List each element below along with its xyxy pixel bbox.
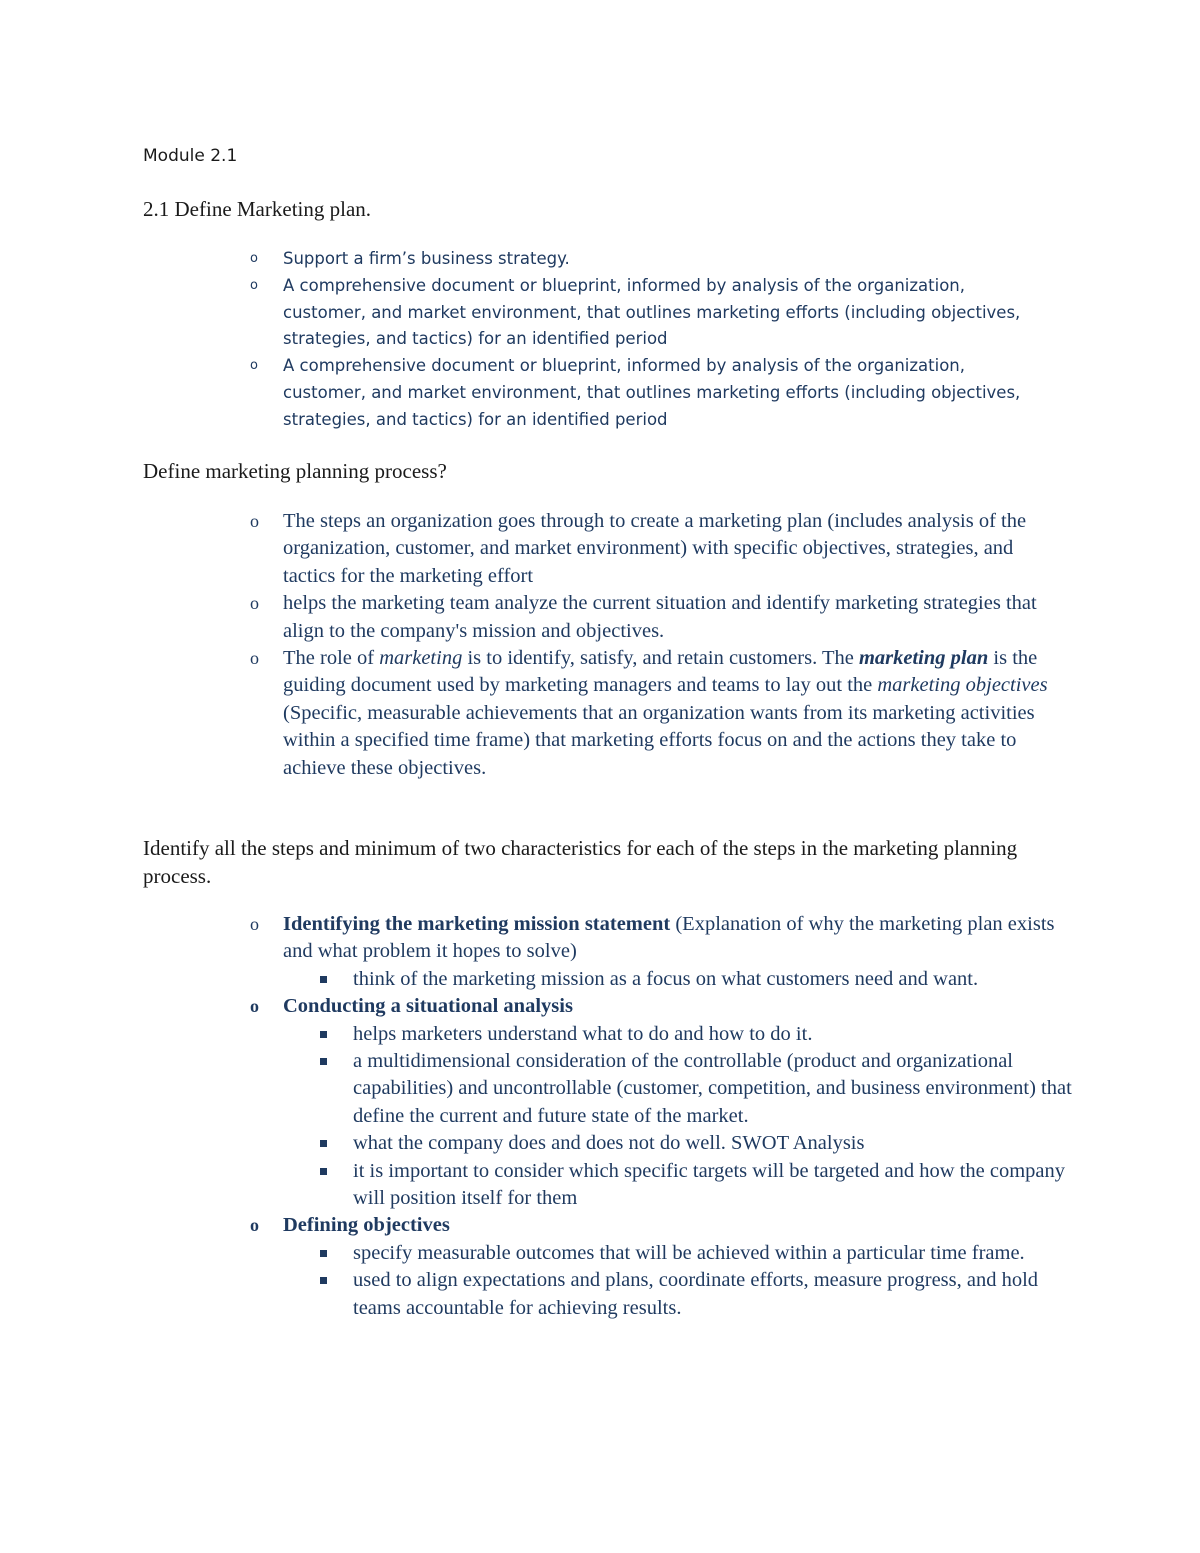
list-item-text: what the company does and does not do well. SWOT Analysis xyxy=(353,1132,865,1155)
hollow-bullet-icon: o xyxy=(250,593,259,614)
list-item-text: The steps an organization goes through to create a marketing plan (includes analysis of the organization, customer, and market environment) with specific objectives, strategies, and tactics for the marketing effort xyxy=(283,510,1027,587)
list-item xyxy=(250,246,1043,273)
hollow-bullet-icon: o xyxy=(250,648,259,669)
emphasis-marketing: marketing xyxy=(379,647,463,670)
steps-question: Identify all the steps and minimum of two characteristics for each of the steps in the marketing planning process. xyxy=(143,836,1018,888)
square-bullet-icon xyxy=(320,1031,327,1038)
list-item-text: helps the marketing team analyze the current situation and identify marketing strategies that align to the company's mission and objectives. xyxy=(283,592,1037,642)
list-item xyxy=(250,590,1063,645)
hollow-bullet-icon: o xyxy=(250,1215,259,1236)
step-description: (Explanation of why the marketing plan exists and what problem it hopes to solve) xyxy=(283,913,1055,963)
list-item xyxy=(353,1240,1073,1267)
step-item-mission-statement xyxy=(250,911,1073,993)
list-item xyxy=(250,645,1063,782)
list-item-text: A comprehensive document or blueprint, informed by analysis of the organization, customer, and market environment, that outlines marketing efforts (including objectives, strategies, and tactics) for an identified period xyxy=(283,275,1021,349)
hollow-bullet-icon: o xyxy=(250,511,259,531)
list-item-text: helps marketers understand what to do and how to do it. xyxy=(353,1022,813,1045)
list-item xyxy=(353,1021,1073,1048)
text-run: is the guiding document used by marketing managers and teams to lay out the xyxy=(283,647,1038,697)
square-bullet-icon xyxy=(320,1168,327,1175)
list-item xyxy=(353,966,1073,993)
hollow-bullet-icon: o xyxy=(250,996,259,1017)
hollow-bullet-icon: o xyxy=(250,251,258,266)
step-item-defining-objectives xyxy=(250,1212,1073,1322)
list-item-text: specify measurable outcomes that will be achieved within a particular time frame. xyxy=(353,1241,1025,1264)
list-item xyxy=(250,273,1043,353)
process-question: Define marketing planning process? xyxy=(143,459,447,483)
emphasis-marketing-plan: marketing plan xyxy=(858,647,989,670)
marketing-plan-definition-list xyxy=(250,246,1043,434)
square-bullet-icon xyxy=(320,1058,327,1065)
text-run: The role of xyxy=(283,647,380,670)
list-item-text: used to align expectations and plans, coordinate efforts, measure progress, and hold teams accountable for achieving results. xyxy=(353,1269,1039,1319)
list-item-text: it is important to consider which specific targets will be targeted and how the company will position itself for them xyxy=(353,1159,1066,1210)
step-title: Conducting a situational analysis xyxy=(283,995,573,1018)
list-item-text xyxy=(283,647,1048,779)
planning-steps-list xyxy=(250,911,1073,1322)
square-bullet-icon xyxy=(320,976,327,983)
list-item xyxy=(250,353,1043,433)
list-item xyxy=(353,1158,1073,1213)
list-item xyxy=(353,1130,1073,1157)
emphasis-marketing-objectives: marketing objectives xyxy=(877,674,1048,697)
text-run: (Specific, measurable achievements that an organization wants from its marketing activities within a specified time frame) that marketing efforts focus on and the actions they take to achieve these objectives. xyxy=(283,701,1035,779)
list-item-text: A comprehensive document or blueprint, informed by analysis of the organization, customer, and market environment, that outlines marketing efforts (including objectives, strategies, and tactics) for an identified period xyxy=(283,356,1021,429)
square-bullet-icon xyxy=(320,1140,327,1147)
step-characteristics-list xyxy=(283,966,1073,993)
square-bullet-icon xyxy=(320,1250,327,1257)
square-bullet-icon xyxy=(320,1277,327,1284)
planning-process-list xyxy=(250,508,1063,782)
hollow-bullet-icon: o xyxy=(250,277,258,293)
text-run: is to identify, satisfy, and retain customers. The xyxy=(462,647,859,670)
list-item-text: a multidimensional consideration of the controllable (product and organizational capabilities) and uncontrollable (customer, competition, and business environment) that define the current and future state of the market. xyxy=(353,1050,1072,1127)
hollow-bullet-icon: o xyxy=(250,358,258,374)
list-item xyxy=(250,508,1063,590)
list-item xyxy=(353,1048,1073,1130)
step-title: Defining objectives xyxy=(283,1214,450,1237)
step-title: Identifying the marketing mission statement xyxy=(283,913,671,935)
step-characteristics-list xyxy=(283,1021,1073,1213)
hollow-bullet-icon: o xyxy=(250,914,259,934)
module-heading: Module 2.1 xyxy=(143,146,238,166)
list-item xyxy=(353,1267,1073,1322)
section-heading: 2.1 Define Marketing plan. xyxy=(143,197,372,221)
list-item-text: think of the marketing mission as a focus on what customers need and want. xyxy=(353,967,979,990)
step-characteristics-list xyxy=(283,1240,1073,1322)
step-item-situational-analysis xyxy=(250,993,1073,1212)
list-item-text: Support a firm’s business strategy. xyxy=(283,249,570,268)
